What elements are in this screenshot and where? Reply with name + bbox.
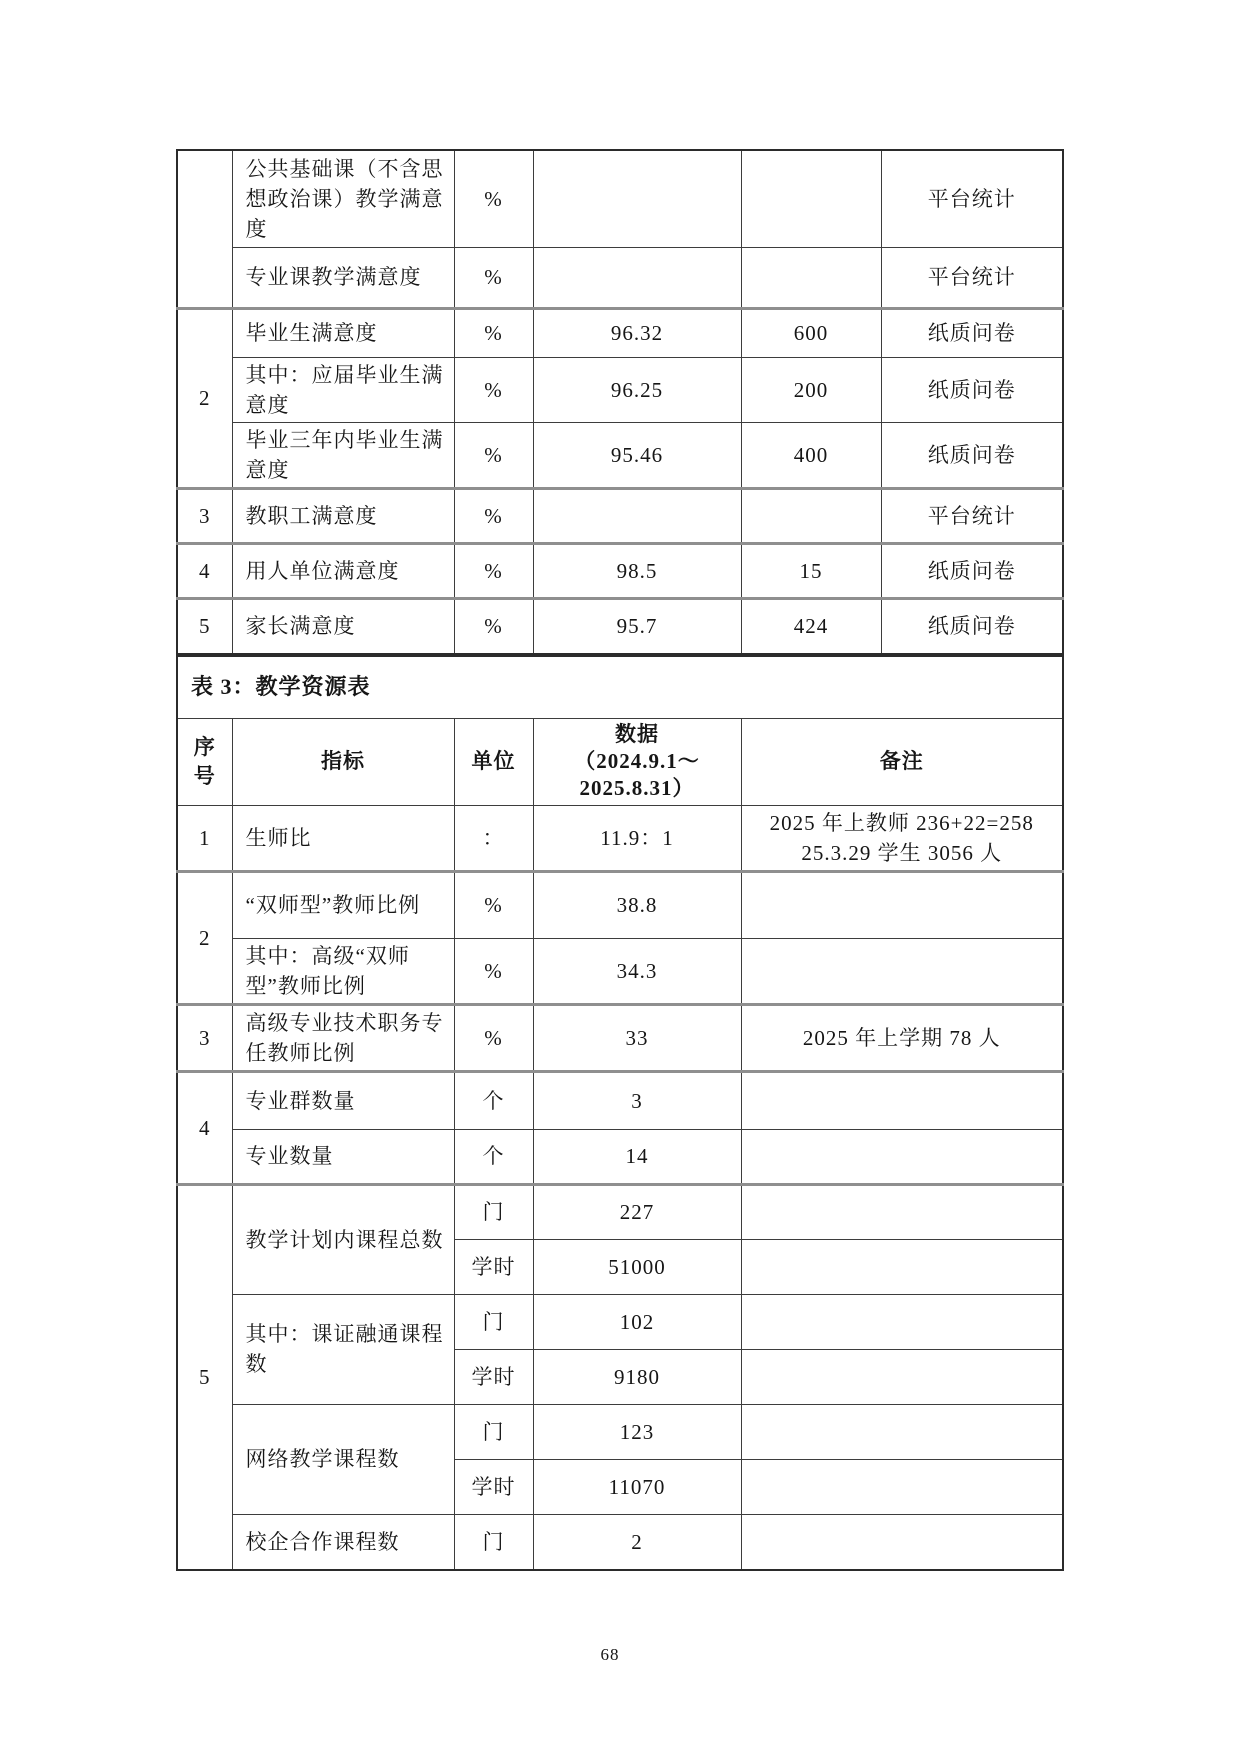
unit-cell: % bbox=[454, 357, 533, 422]
remark-cell bbox=[741, 1514, 1063, 1570]
indicator-cell: 教职工满意度 bbox=[232, 488, 454, 543]
value-cell: 11.9：1 bbox=[533, 805, 741, 871]
table-row bbox=[177, 150, 1063, 247]
table-row bbox=[177, 422, 1063, 488]
indicator-cell: 其中：应届毕业生满意度 bbox=[232, 357, 454, 422]
unit-cell: % bbox=[454, 247, 533, 308]
unit-cell: % bbox=[454, 543, 533, 598]
value-cell: 33 bbox=[533, 1004, 741, 1071]
unit-cell: % bbox=[454, 308, 533, 357]
value-cell: 2 bbox=[533, 1514, 741, 1570]
table-row bbox=[177, 871, 1063, 938]
value-cell: 96.32 bbox=[533, 308, 741, 357]
serial-header bbox=[177, 718, 232, 805]
indicator-header: 指标 bbox=[232, 718, 454, 805]
count-cell bbox=[741, 150, 881, 247]
table-row bbox=[177, 805, 1063, 871]
value-cell: 227 bbox=[533, 1184, 741, 1239]
unit-cell: % bbox=[454, 598, 533, 654]
table-row bbox=[177, 1404, 1063, 1459]
unit-cell: % bbox=[454, 938, 533, 1004]
data-header-line: （2024.9.1～ bbox=[574, 749, 700, 773]
serial-cell: 5 bbox=[177, 1184, 232, 1570]
table-row bbox=[177, 1129, 1063, 1184]
indicator-cell: 家长满意度 bbox=[232, 598, 454, 654]
value-cell: 96.25 bbox=[533, 357, 741, 422]
value-cell bbox=[533, 488, 741, 543]
remark-cell: 纸质问卷 bbox=[881, 598, 1063, 654]
table-row bbox=[177, 357, 1063, 422]
serial-cell bbox=[177, 150, 232, 308]
unit-cell: 门 bbox=[454, 1294, 533, 1349]
table-row bbox=[177, 543, 1063, 598]
indicator-cell: 专业课教学满意度 bbox=[232, 247, 454, 308]
remark-header: 备注 bbox=[741, 718, 1063, 805]
unit-cell: % bbox=[454, 1004, 533, 1071]
indicator-cell: 校企合作课程数 bbox=[232, 1514, 454, 1570]
unit-cell: 门 bbox=[454, 1404, 533, 1459]
unit-cell: 个 bbox=[454, 1071, 533, 1129]
count-cell: 400 bbox=[741, 422, 881, 488]
serial-cell: 4 bbox=[177, 543, 232, 598]
unit-header: 单位 bbox=[454, 718, 533, 805]
indicator-cell: 公共基础课（不含思想政治课）教学满意度 bbox=[232, 150, 454, 247]
value-cell: 9180 bbox=[533, 1349, 741, 1404]
remark-cell bbox=[741, 1239, 1063, 1294]
unit-cell: 学时 bbox=[454, 1459, 533, 1514]
count-cell: 424 bbox=[741, 598, 881, 654]
serial-cell: 3 bbox=[177, 488, 232, 543]
unit-cell: ： bbox=[454, 805, 533, 871]
table-row bbox=[177, 1004, 1063, 1071]
table-row bbox=[177, 308, 1063, 357]
count-cell: 15 bbox=[741, 543, 881, 598]
remark-cell bbox=[741, 1129, 1063, 1184]
table3-title: 表 3：教学资源表 bbox=[177, 656, 1063, 718]
value-cell: 98.5 bbox=[533, 543, 741, 598]
remark-cell bbox=[741, 1459, 1063, 1514]
unit-cell: % bbox=[454, 150, 533, 247]
remark-line: 25.3.29 学生 3056 人 bbox=[801, 840, 1003, 865]
remark-cell: 平台统计 bbox=[881, 150, 1063, 247]
value-cell: 38.8 bbox=[533, 871, 741, 938]
value-cell bbox=[533, 247, 741, 308]
value-cell: 3 bbox=[533, 1071, 741, 1129]
remark-line: 2025 年上教师 236+22=258 bbox=[769, 810, 1034, 835]
count-cell: 200 bbox=[741, 357, 881, 422]
indicator-cell: 专业数量 bbox=[232, 1129, 454, 1184]
unit-cell: % bbox=[454, 871, 533, 938]
table-row bbox=[177, 1184, 1063, 1239]
table-row bbox=[177, 488, 1063, 543]
value-cell: 123 bbox=[533, 1404, 741, 1459]
serial-cell: 3 bbox=[177, 1004, 232, 1071]
satisfaction-table bbox=[176, 149, 1064, 655]
remark-cell bbox=[741, 1404, 1063, 1459]
table-row bbox=[177, 1071, 1063, 1129]
remark-cell bbox=[741, 805, 1063, 871]
value-cell bbox=[533, 150, 741, 247]
remark-cell: 平台统计 bbox=[881, 488, 1063, 543]
indicator-cell: 教学计划内课程总数 bbox=[232, 1184, 454, 1294]
unit-cell: 门 bbox=[454, 1514, 533, 1570]
data-header bbox=[533, 718, 741, 805]
serial-cell: 4 bbox=[177, 1071, 232, 1184]
teaching-resources-table bbox=[176, 655, 1064, 1571]
indicator-cell: 高级专业技术职务专任教师比例 bbox=[232, 1004, 454, 1071]
value-cell: 51000 bbox=[533, 1239, 741, 1294]
value-cell: 95.46 bbox=[533, 422, 741, 488]
indicator-cell: “双师型”教师比例 bbox=[232, 871, 454, 938]
remark-cell bbox=[741, 938, 1063, 1004]
indicator-cell: 毕业三年内毕业生满意度 bbox=[232, 422, 454, 488]
table-row bbox=[177, 938, 1063, 1004]
count-cell bbox=[741, 247, 881, 308]
indicator-cell: 毕业生满意度 bbox=[232, 308, 454, 357]
count-cell: 600 bbox=[741, 308, 881, 357]
unit-cell: 学时 bbox=[454, 1239, 533, 1294]
satisfaction-table-body bbox=[177, 150, 1063, 654]
table-header-row bbox=[177, 718, 1063, 805]
indicator-cell: 用人单位满意度 bbox=[232, 543, 454, 598]
indicator-cell: 生师比 bbox=[232, 805, 454, 871]
unit-cell: 学时 bbox=[454, 1349, 533, 1404]
remark-cell bbox=[741, 1294, 1063, 1349]
unit-cell: % bbox=[454, 488, 533, 543]
serial-cell: 2 bbox=[177, 871, 232, 1004]
indicator-cell: 专业群数量 bbox=[232, 1071, 454, 1129]
table-row bbox=[177, 1514, 1063, 1570]
value-cell: 34.3 bbox=[533, 938, 741, 1004]
serial-cell: 1 bbox=[177, 805, 232, 871]
unit-cell: % bbox=[454, 422, 533, 488]
unit-cell: 个 bbox=[454, 1129, 533, 1184]
table-row bbox=[177, 1294, 1063, 1349]
count-cell bbox=[741, 488, 881, 543]
serial-cell: 5 bbox=[177, 598, 232, 654]
table-row bbox=[177, 598, 1063, 654]
teaching-resources-table-body bbox=[177, 656, 1063, 1570]
remark-cell: 纸质问卷 bbox=[881, 543, 1063, 598]
remark-cell bbox=[741, 1184, 1063, 1239]
remark-cell bbox=[741, 1071, 1063, 1129]
remark-cell: 纸质问卷 bbox=[881, 422, 1063, 488]
serial-cell: 2 bbox=[177, 308, 232, 488]
remark-cell bbox=[741, 1349, 1063, 1404]
serial-header-label: 序号 bbox=[193, 735, 216, 788]
unit-cell: 门 bbox=[454, 1184, 533, 1239]
remark-cell: 纸质问卷 bbox=[881, 308, 1063, 357]
table-title-row bbox=[177, 656, 1063, 718]
value-cell: 95.7 bbox=[533, 598, 741, 654]
value-cell: 11070 bbox=[533, 1459, 741, 1514]
data-header-line: 2025.8.31） bbox=[579, 776, 695, 800]
remark-cell: 平台统计 bbox=[881, 247, 1063, 308]
remark-cell bbox=[741, 871, 1063, 938]
indicator-cell: 其中：课证融通课程数 bbox=[232, 1294, 454, 1404]
value-cell: 102 bbox=[533, 1294, 741, 1349]
page-number: 68 bbox=[600, 1645, 620, 1664]
remark-cell: 2025 年上学期 78 人 bbox=[741, 1004, 1063, 1071]
indicator-cell: 其中：高级“双师型”教师比例 bbox=[232, 938, 454, 1004]
remark-cell: 纸质问卷 bbox=[881, 357, 1063, 422]
value-cell: 14 bbox=[533, 1129, 741, 1184]
table-row bbox=[177, 247, 1063, 308]
indicator-cell: 网络教学课程数 bbox=[232, 1404, 454, 1514]
data-header-line: 数据 bbox=[615, 722, 659, 746]
